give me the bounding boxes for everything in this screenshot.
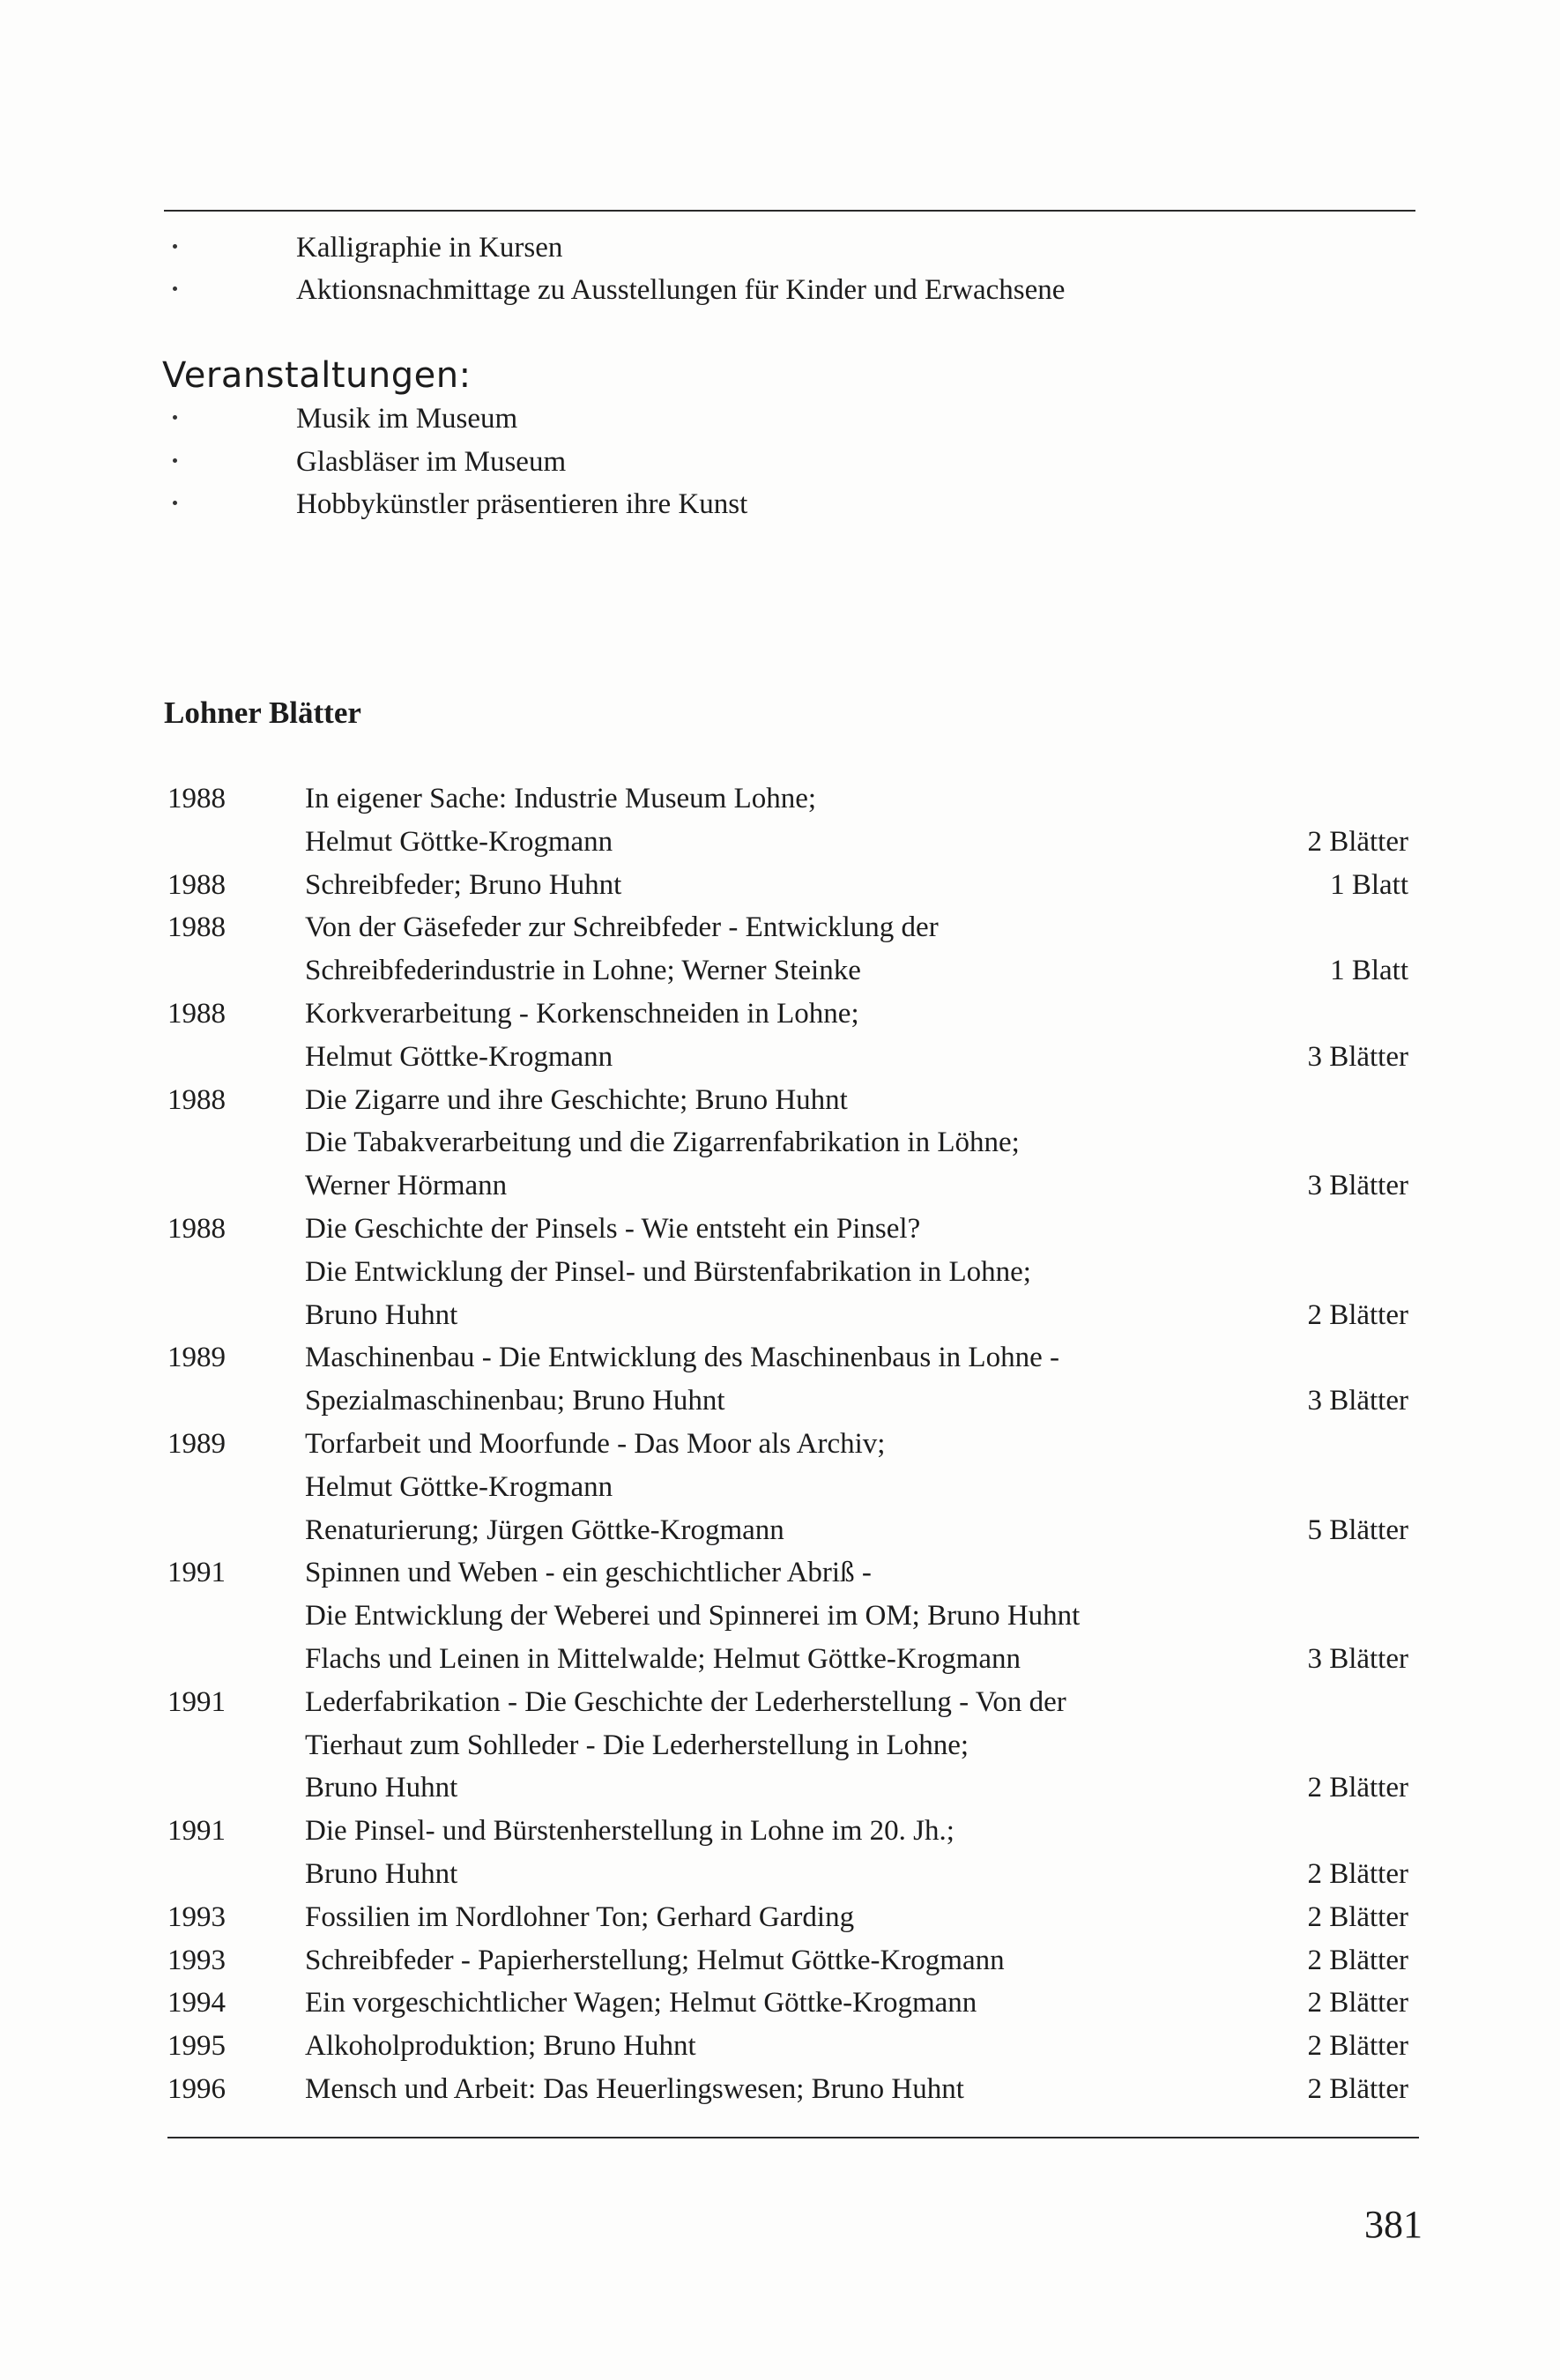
table-row [0, 1595, 1560, 1638]
entry-sheet-count: 3 Blätter [1307, 1385, 1408, 1417]
list-item-text: Hobbykünstler präsentieren ihre Kunst [296, 488, 748, 520]
entry-text: Die Pinsel- und Bürstenherstellung in Lohne im 20. Jh.; [305, 1815, 955, 1848]
table-row [0, 777, 1560, 821]
table-row [0, 1982, 1560, 2025]
entry-text: Die Entwicklung der Pinsel- und Bürstenfabrikation in Lohne; [305, 1255, 1031, 1288]
entry-text: Schreibfeder - Papierherstellung; Helmut Göttke-Krogmann [305, 1944, 1005, 1976]
entry-year: 1994 [167, 1987, 226, 2019]
entry-year: 1988 [167, 868, 226, 901]
list-item-text: Kalligraphie in Kursen [296, 232, 563, 264]
entry-sheet-count: 2 Blätter [1307, 1298, 1408, 1331]
entry-text: Maschinenbau - Die Entwicklung des Maschinenbaus in Lohne - [305, 1342, 1059, 1374]
entry-sheet-count: 1 Blatt [1330, 955, 1408, 987]
table-row [0, 1251, 1560, 1294]
entry-text: Spinnen und Weben - ein geschichtlicher Abriß - [305, 1557, 872, 1589]
entry-text: Renaturierung; Jürgen Göttke-Krogmann [305, 1514, 784, 1546]
entry-year: 1989 [167, 1427, 226, 1460]
entry-text: Helmut Göttke-Krogmann [305, 1470, 613, 1503]
entry-sheet-count: 2 Blätter [1307, 1900, 1408, 1933]
entry-text: Fossilien im Nordlohner Ton; Gerhard Garding [305, 1900, 855, 1933]
entry-sheet-count: 3 Blätter [1307, 1170, 1408, 1202]
table-row [0, 1853, 1560, 1896]
entry-text: Spezialmaschinenbau; Bruno Huhnt [305, 1385, 725, 1417]
entry-text: Bruno Huhnt [305, 1857, 458, 1890]
top-rule [164, 210, 1415, 212]
table-row [0, 821, 1560, 864]
table-row [0, 2068, 1560, 2111]
bullet-dot [173, 458, 177, 463]
bullet-dot [173, 415, 177, 420]
entry-year: 1988 [167, 1212, 226, 1245]
entry-year: 1993 [167, 1944, 226, 1976]
entry-text: Ein vorgeschichtlicher Wagen; Helmut Göttke-Krogmann [305, 1987, 977, 2019]
entry-sheet-count: 2 Blätter [1307, 1772, 1408, 1804]
table-row [0, 906, 1560, 949]
entry-text: Von der Gäsefeder zur Schreibfeder - Entwicklung der [305, 911, 939, 944]
list-item-text: Musik im Museum [296, 403, 518, 435]
entry-sheet-count: 2 Blätter [1307, 1857, 1408, 1890]
entry-year: 1988 [167, 1083, 226, 1116]
table-row [0, 1294, 1560, 1337]
entry-year: 1988 [167, 911, 226, 944]
entry-year: 1993 [167, 1900, 226, 1933]
entry-year: 1988 [167, 997, 226, 1030]
table-row [0, 864, 1560, 907]
table-row [0, 1466, 1560, 1509]
entry-year: 1996 [167, 2072, 226, 2105]
entry-sheet-count: 3 Blätter [1307, 1040, 1408, 1073]
table-row [0, 1896, 1560, 1939]
entry-text: Schreibfederindustrie in Lohne; Werner Steinke [305, 955, 861, 987]
entry-text: Tierhaut zum Sohlleder - Die Lederherstellung in Lohne; [305, 1729, 969, 1761]
entry-sheet-count: 2 Blätter [1307, 1944, 1408, 1976]
table-row [0, 993, 1560, 1036]
entry-text: Die Tabakverarbeitung und die Zigarrenfabrikation in Löhne; [305, 1127, 1020, 1159]
bullet-dot [173, 501, 177, 505]
section-heading: Veranstaltungen: [162, 355, 472, 396]
entry-text: Helmut Göttke-Krogmann [305, 1040, 613, 1073]
table-row [0, 1724, 1560, 1767]
publication-list [0, 777, 1560, 2111]
entry-text: Helmut Göttke-Krogmann [305, 825, 613, 858]
table-row [0, 1336, 1560, 1380]
table-row [0, 1423, 1560, 1466]
entry-year: 1989 [167, 1342, 226, 1374]
entry-text: Mensch und Arbeit: Das Heuerlingswesen; Bruno Huhnt [305, 2072, 964, 2105]
table-row [0, 1509, 1560, 1552]
entry-text: Bruno Huhnt [305, 1298, 458, 1331]
entry-year: 1991 [167, 1557, 226, 1589]
table-row [0, 1164, 1560, 1208]
table-row [0, 1036, 1560, 1079]
entry-text: Korkverarbeitung - Korkenschneiden in Lohne; [305, 997, 859, 1030]
table-row [0, 1766, 1560, 1810]
entry-text: Flachs und Leinen in Mittelwalde; Helmut Göttke-Krogmann [305, 1642, 1021, 1675]
entry-text: Bruno Huhnt [305, 1772, 458, 1804]
entry-sheet-count: 3 Blätter [1307, 1642, 1408, 1675]
entry-year: 1995 [167, 2030, 226, 2063]
entry-text: Die Geschichte der Pinsels - Wie entsteht ein Pinsel? [305, 1212, 921, 1245]
entry-sheet-count: 2 Blätter [1307, 2072, 1408, 2105]
table-row [0, 1939, 1560, 1982]
entry-text: Alkoholproduktion; Bruno Huhnt [305, 2030, 696, 2063]
list-item-text: Aktionsnachmittage zu Ausstellungen für Kinder und Erwachsene [296, 274, 1066, 306]
entry-text: Die Entwicklung der Weberei und Spinnerei im OM; Bruno Huhnt [305, 1600, 1081, 1633]
entry-text: Die Zigarre und ihre Geschichte; Bruno Huhnt [305, 1083, 848, 1116]
table-row [0, 1380, 1560, 1423]
table-row [0, 949, 1560, 993]
bullet-dot [173, 244, 177, 249]
entry-year: 1991 [167, 1815, 226, 1848]
table-row [0, 2025, 1560, 2068]
table-row [0, 1121, 1560, 1164]
bullet-dot [173, 286, 177, 291]
entry-sheet-count: 2 Blätter [1307, 2030, 1408, 2063]
entry-sheet-count: 2 Blätter [1307, 1987, 1408, 2019]
entry-text: In eigener Sache: Industrie Museum Lohne; [305, 783, 817, 814]
table-row [0, 1681, 1560, 1724]
entry-text: Torfarbeit und Moorfunde - Das Moor als Archiv; [305, 1427, 886, 1460]
entry-sheet-count: 2 Blätter [1307, 825, 1408, 858]
page-number: 381 [1364, 2203, 1423, 2246]
list-item-text: Glasbläser im Museum [296, 446, 567, 478]
entry-text: Lederfabrikation - Die Geschichte der Lederherstellung - Von der [305, 1685, 1066, 1718]
entry-year: 1991 [167, 1685, 226, 1718]
table-row [0, 1638, 1560, 1681]
table-row [0, 1551, 1560, 1595]
entry-text: Werner Hörmann [305, 1170, 508, 1202]
table-row [0, 1810, 1560, 1853]
publication-title: Lohner Blätter [164, 695, 361, 730]
entry-sheet-count: 5 Blätter [1307, 1514, 1408, 1546]
entry-text: Schreibfeder; Bruno Huhnt [305, 868, 622, 901]
bottom-rule [167, 2137, 1419, 2138]
entry-year: 1988 [167, 783, 226, 814]
table-row [0, 1208, 1560, 1251]
entry-sheet-count: 1 Blatt [1330, 868, 1408, 901]
table-row [0, 1079, 1560, 1122]
